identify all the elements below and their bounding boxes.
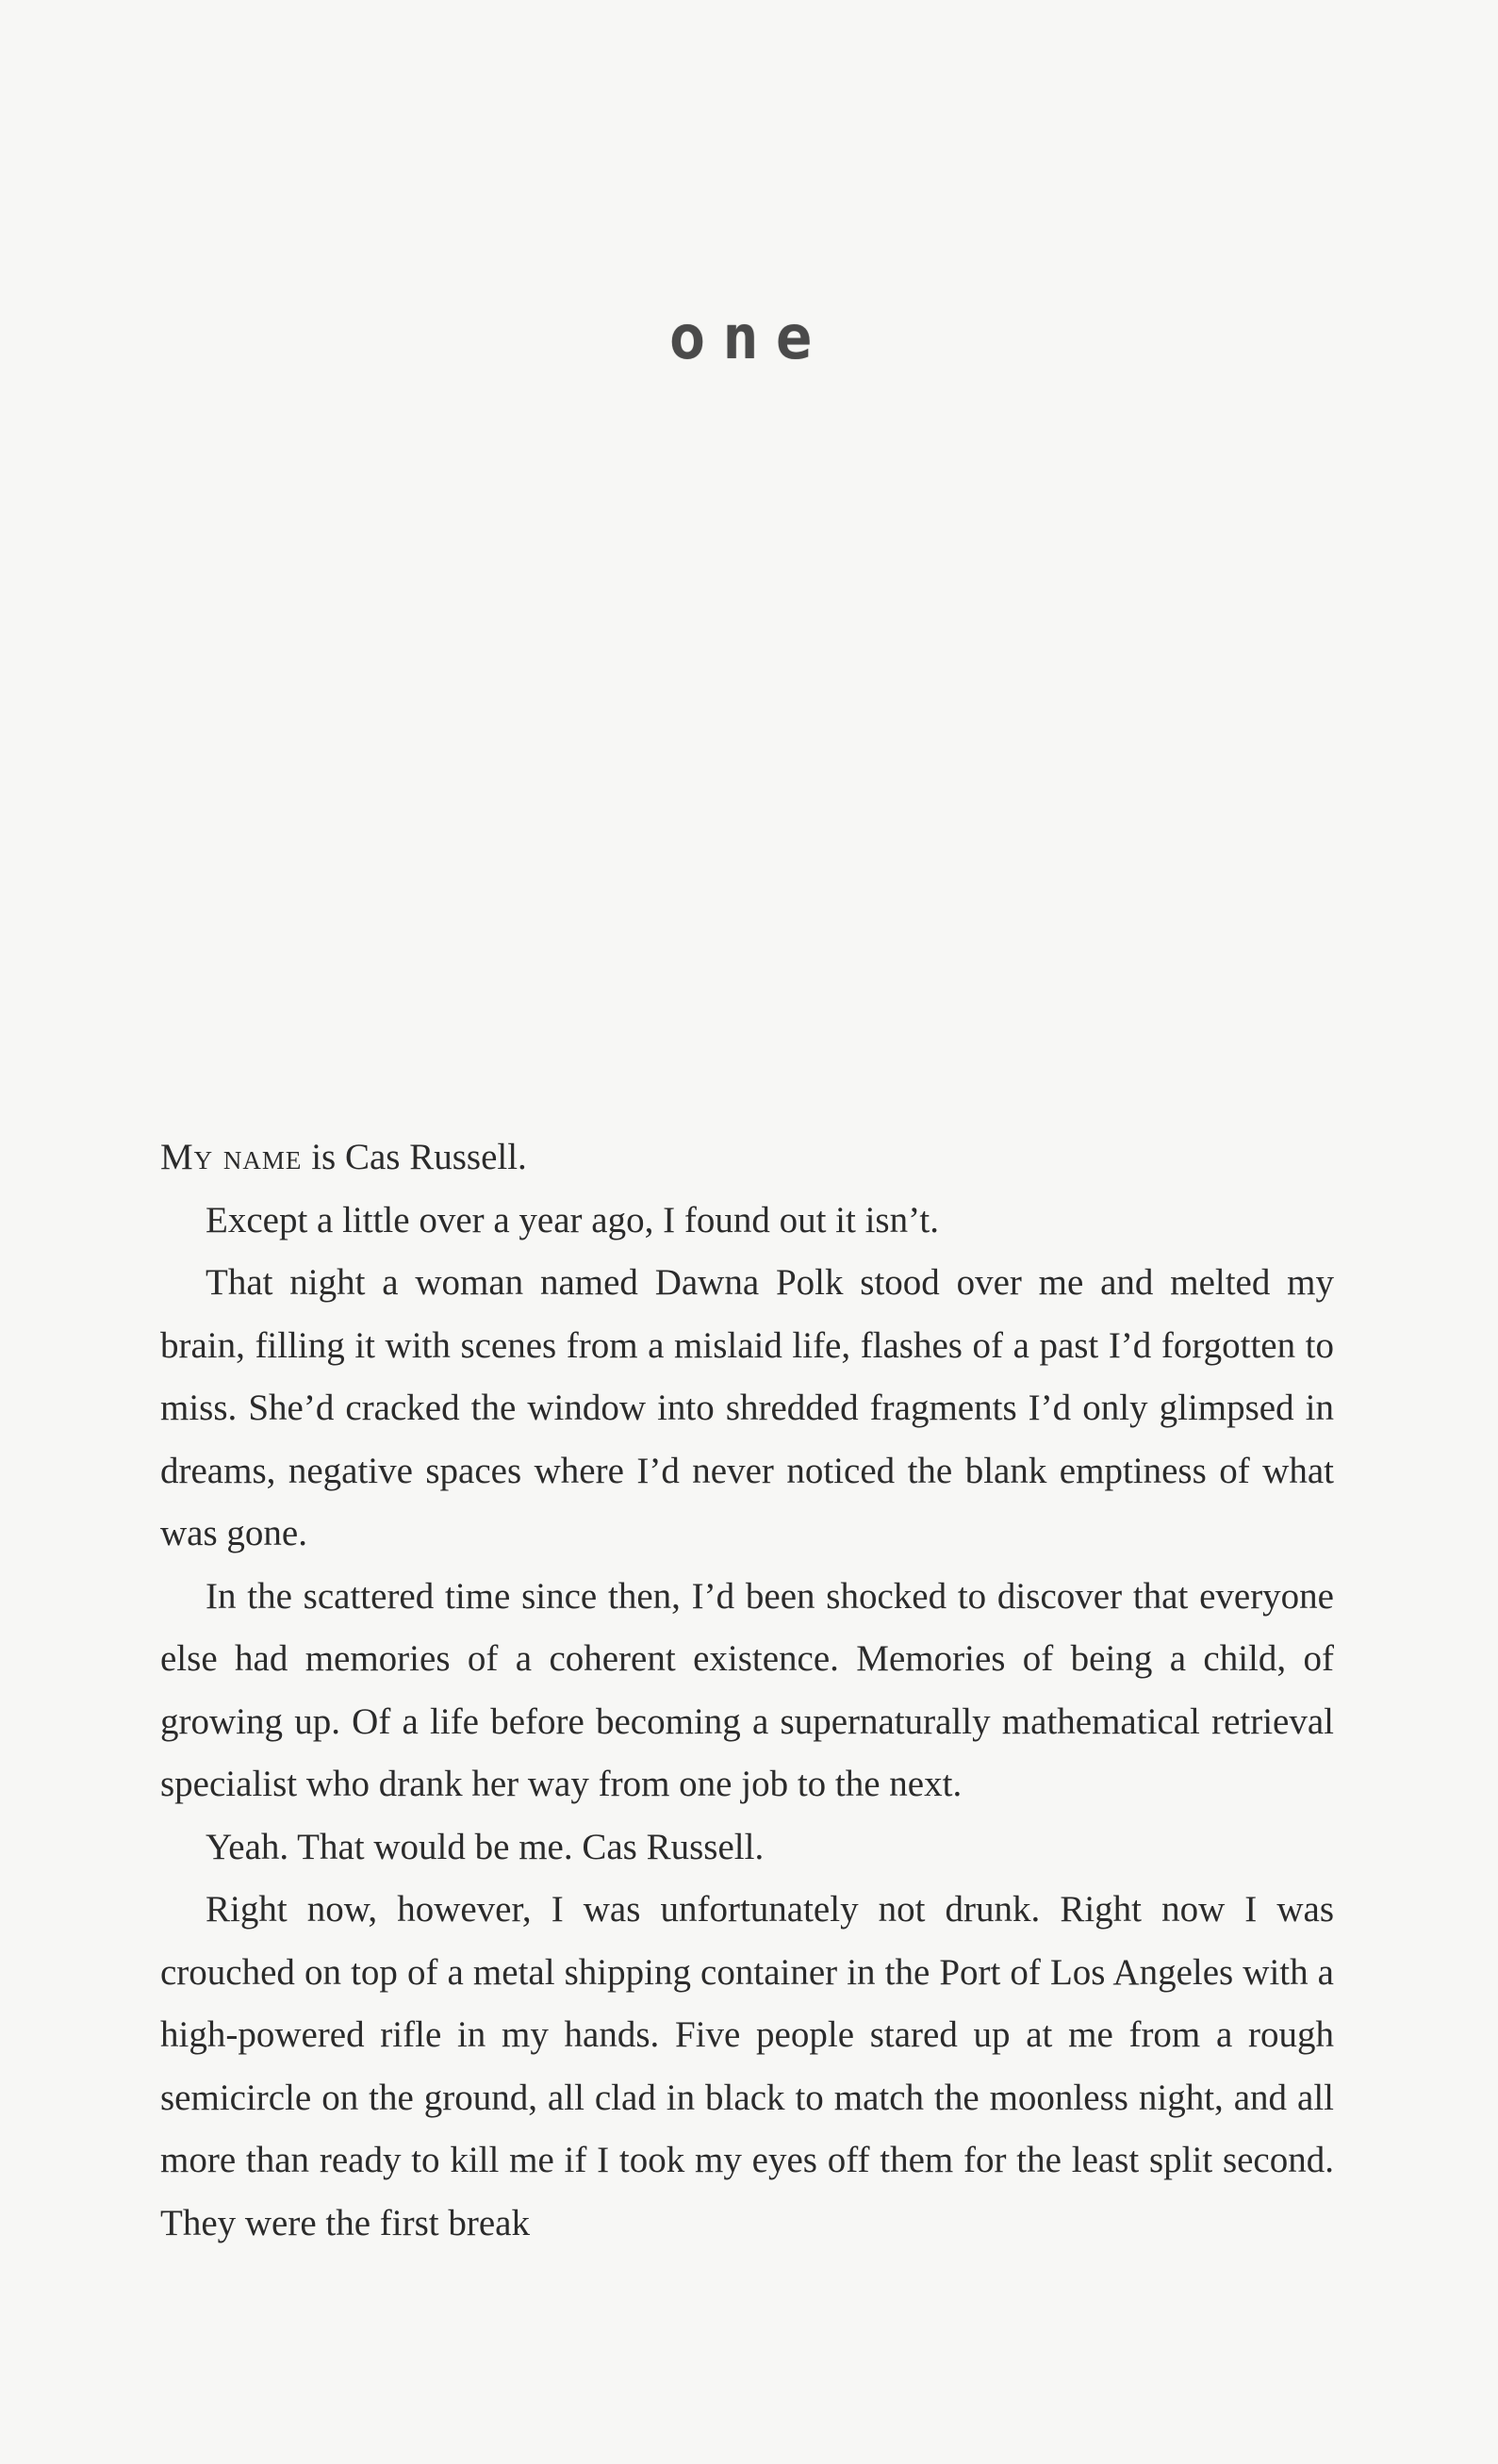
opening-smallcaps: My name <box>160 1137 303 1177</box>
paragraph-2: Except a little over a year ago, I found out it isn’t. <box>206 1199 939 1240</box>
paragraph-1 <box>160 1126 1334 1190</box>
chapter-title: one <box>668 304 830 373</box>
paragraph-4: In the scattered time since then, I’d been shocked to discover that everyone else had memories of a coherent existence. Memories of being a child, of growing up. Of a life before becoming a supernaturally mathematical retrieval specialist who drank her way from one job to the next. <box>160 1575 1334 1804</box>
paragraph-3: That night a woman named Dawna Polk stood over me and melted my brain, filling it with scenes from a mislaid life, flashes of a past I’d forgotten to miss. She’d cracked the window into shredded fragments I’d only glimpsed in dreams, negative spaces where I’d never noticed the blank emptiness of what was gone. <box>160 1262 1334 1553</box>
chapter-body <box>160 1126 1334 2255</box>
paragraph-5: Yeah. That would be me. Cas Russell. <box>206 1826 765 1867</box>
paragraph-1-text: is Cas Russell. <box>302 1137 527 1177</box>
paragraph-6: Right now, however, I was unfortunately not drunk. Right now I was crouched on top of a metal shipping container in the Port of Los Angeles with a high-powered rifle in my hands. Five people stared up at me from a rough semicircle on the ground, all clad in black to match the moonless night, and all more than ready to kill me if I took my eyes off them for the least split second. They were the first break <box>160 1889 1334 2243</box>
